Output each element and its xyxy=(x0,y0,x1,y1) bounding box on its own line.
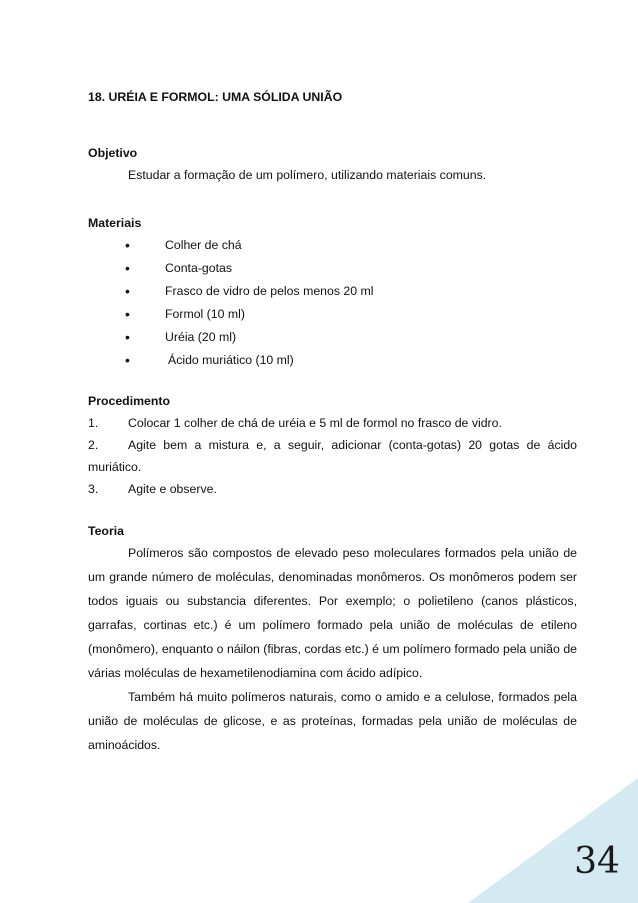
list-item: • Colher de chá xyxy=(88,234,577,257)
materials-heading: Materiais xyxy=(88,216,142,231)
bullet-icon: • xyxy=(125,351,130,368)
theory-paragraph: Polímeros são compostos de elevado peso moleculares formados pela união de um grande número de moléculas, denominadas monômeros. Os monômeros podem ser todos iguais ou substancia diferentes. Por exemplo; o polietileno (canos plásticos, garrafas, cortinas etc.) é um polímero formado pela união de moléculas de etileno (monômero), enquanto o náilon (fibras, cordas etc.) é um polímero formado pela união de várias moléculas de hexametilenodiamina com ácido adípico. xyxy=(88,546,577,680)
page-number: 34 xyxy=(574,841,620,882)
step-number: 2. xyxy=(88,437,99,452)
step-number: 1. xyxy=(88,415,99,430)
materials-list xyxy=(88,234,577,371)
bullet-icon: • xyxy=(125,237,130,254)
step-text: Agite e observe. xyxy=(128,482,217,497)
list-item: • Ácido muriático (10 ml) xyxy=(88,349,577,372)
procedure-steps xyxy=(88,412,577,501)
objective-heading: Objetivo xyxy=(88,146,138,160)
list-item: • Uréia (20 ml) xyxy=(88,326,577,349)
theory-heading: Teoria xyxy=(88,524,124,539)
objective-text: Estudar a formação de um polímero, utilizando materiais comuns. xyxy=(128,168,487,182)
list-item: • Frasco de vidro de pelos menos 20 ml xyxy=(88,280,577,303)
bullet-icon: • xyxy=(125,305,130,322)
bullet-icon: • xyxy=(125,260,130,277)
theory-paragraph: Também há muito polímeros naturais, como o amido e a celulose, formados pela união de moléculas de glicose, e as proteínas, formadas pela união de moléculas de aminoácidos. xyxy=(88,689,577,752)
procedure-step xyxy=(88,434,577,478)
step-number: 3. xyxy=(88,482,99,497)
document-content xyxy=(88,86,577,758)
step-text: Colocar 1 colher de chá de uréia e 5 ml de formol no frasco de vidro. xyxy=(128,415,502,430)
procedure-step xyxy=(88,412,577,434)
procedure-heading: Procedimento xyxy=(88,393,170,408)
list-item: • Conta-gotas xyxy=(88,257,577,280)
bullet-icon: • xyxy=(125,282,130,299)
step-text: Agite bem a mistura e, a seguir, adicionar (conta-gotas) 20 gotas de ácido muriático. xyxy=(88,437,577,474)
list-item: • Formol (10 ml) xyxy=(88,303,577,326)
bullet-icon: • xyxy=(125,328,130,345)
procedure-step xyxy=(88,478,577,500)
document-title: 18. URÉIA E FORMOL: UMA SÓLIDA UNIÃO xyxy=(88,90,343,104)
